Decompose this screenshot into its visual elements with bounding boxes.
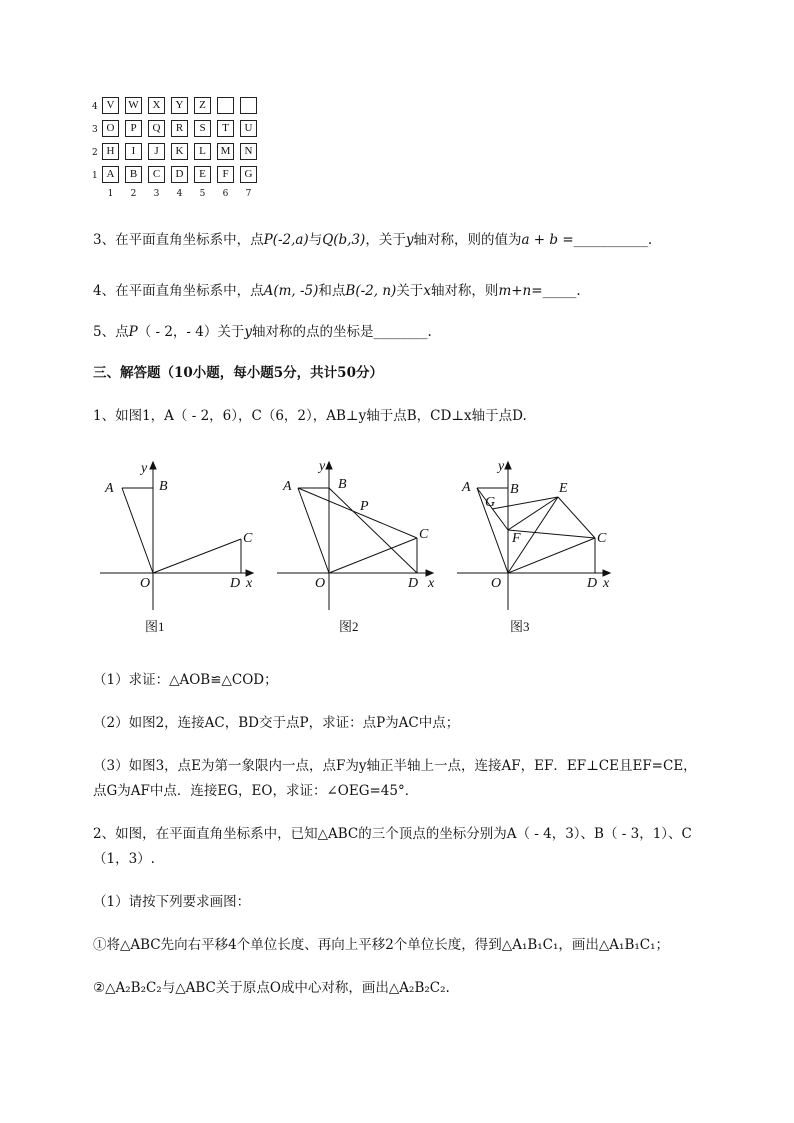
fig3-label-e: E — [559, 481, 568, 496]
q4-point-a: A(m, -5) — [263, 283, 319, 299]
q3-blank: ___________. — [573, 232, 653, 248]
problem-1-part-2: （2）如图2，连接AC，BD交于点P，求证：点P为AC中点； — [93, 715, 460, 731]
question-3 — [93, 228, 652, 248]
fig3-label-d: D — [587, 576, 598, 591]
grid-cell: Z — [194, 97, 211, 114]
fig1-segment-ao — [122, 488, 153, 573]
fig3-label-y: y — [498, 459, 505, 474]
fig3-label-x: x — [603, 576, 610, 591]
grid-cell: Q — [148, 120, 165, 137]
fig2-label-x: x — [428, 576, 435, 591]
grid-cell — [240, 97, 257, 114]
q4-point-b: B(-2, n) — [345, 283, 397, 299]
q3-point-p: P(-2,a) — [263, 232, 309, 248]
grid-cell: T — [217, 120, 234, 137]
row-number: 1 — [92, 171, 98, 181]
problem-1-part-1: （1）求证：△AOB≌△COD； — [93, 672, 278, 688]
fig2-segment-bd — [329, 488, 417, 573]
q5-axis: y — [244, 324, 253, 340]
geometry-figures — [95, 450, 625, 640]
row-number: 3 — [92, 125, 98, 135]
figure-3-caption: 图3 — [510, 619, 530, 634]
grid-cell: V — [102, 97, 119, 114]
grid-cell — [217, 97, 234, 114]
figure-2-caption: 图2 — [339, 619, 359, 634]
fig3-y-arrow — [505, 462, 511, 469]
grid-cell: S — [194, 120, 211, 137]
section-title: 三、解答题（10小题，每小题5分，共计50分） — [93, 365, 383, 381]
grid-cell: J — [148, 143, 165, 160]
question-4 — [93, 279, 581, 299]
grid-cell: B — [125, 166, 142, 183]
q3-prefix: 3、在平面直角坐标系中，点 — [93, 232, 264, 248]
fig3-label-b: B — [510, 482, 519, 497]
grid-cell: M — [217, 143, 234, 160]
column-number: 6 — [222, 189, 229, 199]
grid-cell: F — [217, 166, 234, 183]
grid-cell: X — [148, 97, 165, 114]
fig1-label-b: B — [159, 479, 168, 494]
fig1-y-arrow — [150, 462, 156, 469]
fig2-label-d: D — [408, 576, 419, 591]
problem-1-intro: 1、如图1，A（ - 2，6），C（6，2），AB⊥y轴于点B，CD⊥x轴于点D. — [93, 408, 527, 424]
column-number: 5 — [199, 189, 206, 199]
fig2-segment-oc — [329, 538, 417, 573]
fig3-label-a: A — [462, 480, 471, 495]
q3-point-q: Q(b,3) — [322, 232, 366, 248]
grid-cell: P — [125, 120, 142, 137]
fig1-label-o: O — [140, 576, 151, 591]
q3-mid2: ，关于 — [365, 232, 406, 248]
column-number: 4 — [176, 189, 183, 199]
problem-2-intro-a: 2、如图，在平面直角坐标系中，已知△ABC的三个顶点的坐标分别为A（ - 4，3）、B（ - 3，1）、C — [93, 826, 692, 842]
grid-cell: H — [102, 143, 119, 160]
grid-cell: A — [102, 166, 119, 183]
q4-axis: x — [423, 283, 431, 299]
column-number: 2 — [130, 189, 137, 199]
fig3-segment-fc — [508, 530, 595, 538]
fig2-label-c: C — [419, 527, 429, 542]
q3-mid: 与 — [308, 232, 323, 248]
row-number: 4 — [92, 102, 98, 112]
q4-blank: _____. — [542, 283, 581, 299]
fig1-label-c: C — [243, 531, 253, 546]
q5-point-p: P — [128, 324, 138, 340]
fig1-label-a: A — [105, 481, 114, 496]
row-number: 2 — [92, 148, 98, 158]
grid-cell: C — [148, 166, 165, 183]
fig2-label-p: P — [360, 499, 369, 514]
fig2-label-b: B — [338, 477, 347, 492]
grid-cell: Y — [171, 97, 188, 114]
q4-prefix: 4、在平面直角坐标系中，点 — [93, 283, 264, 299]
fig1-label-d: D — [230, 576, 241, 591]
question-5 — [93, 320, 432, 340]
problem-1-part-3b: 点G为AF中点．连接EG，EO，求证：∠OEG=45°． — [93, 783, 419, 799]
fig2-label-y: y — [319, 459, 326, 474]
grid-cell: N — [240, 143, 257, 160]
fig3-segment-oc — [508, 538, 595, 573]
problem-2-intro-b: （1，3）. — [93, 851, 155, 867]
problem-1-part-3a: （3）如图3，点E为第一象限内一点，点F为y轴正半轴上一点，连接AF，EF．EF⊥CE且EF=CE， — [93, 758, 697, 774]
fig3-label-c: C — [597, 531, 607, 546]
grid-cell: I — [125, 143, 142, 160]
q3-tail: 轴对称，则的值为 — [413, 232, 522, 248]
grid-cell: L — [194, 143, 211, 160]
grid-cell: E — [194, 166, 211, 183]
q4-mid: 和点 — [318, 283, 346, 299]
fig2-segment-ac — [298, 488, 417, 538]
fig1-label-x: x — [246, 576, 253, 591]
fig3-label-o: O — [491, 576, 502, 591]
q5-prefix: 5、点 — [93, 324, 129, 340]
problem-2-item-1: ①将△ABC先向右平移4个单位长度、再向上平移2个单位长度，得到△A₁B₁C₁，画出△A₁B₁C₁； — [93, 937, 670, 953]
q4-expr: m+n= — [498, 283, 543, 299]
fig2-label-o: O — [315, 576, 326, 591]
figure-1-caption: 图1 — [145, 619, 165, 634]
grid-cell: R — [171, 120, 188, 137]
fig3-label-g: G — [485, 495, 496, 510]
grid-cell: G — [240, 166, 257, 183]
fig2-y-arrow — [326, 462, 332, 469]
grid-cell: U — [240, 120, 257, 137]
fig1-label-y: y — [141, 461, 148, 476]
fig2-segment-ao — [298, 488, 329, 573]
q3-expr: a + b = — [521, 232, 574, 248]
column-number: 7 — [245, 189, 252, 199]
problem-2-part-1: （1）请按下列要求画图： — [93, 894, 251, 910]
q4-tail: 轴对称，则 — [430, 283, 499, 299]
q5-tail: 轴对称的点的坐标是________. — [252, 324, 432, 340]
column-number: 3 — [153, 189, 160, 199]
fig3-label-f: F — [512, 531, 521, 546]
grid-cell: K — [171, 143, 188, 160]
grid-cell: O — [102, 120, 119, 137]
q4-mid2: 关于 — [396, 283, 424, 299]
grid-cell: W — [125, 97, 142, 114]
grid-cell: D — [171, 166, 188, 183]
fig1-segment-oc — [153, 539, 241, 573]
fig3-segment-ec — [558, 497, 595, 538]
q3-axis: y — [405, 232, 414, 248]
fig2-label-a: A — [283, 479, 292, 494]
problem-2-item-2: ②△A₂B₂C₂与△ABC关于原点O成中心对称，画出△A₂B₂C₂. — [93, 980, 450, 996]
column-number: 1 — [107, 189, 114, 199]
q5-coords: （ - 2，- 4）关于 — [137, 324, 245, 340]
